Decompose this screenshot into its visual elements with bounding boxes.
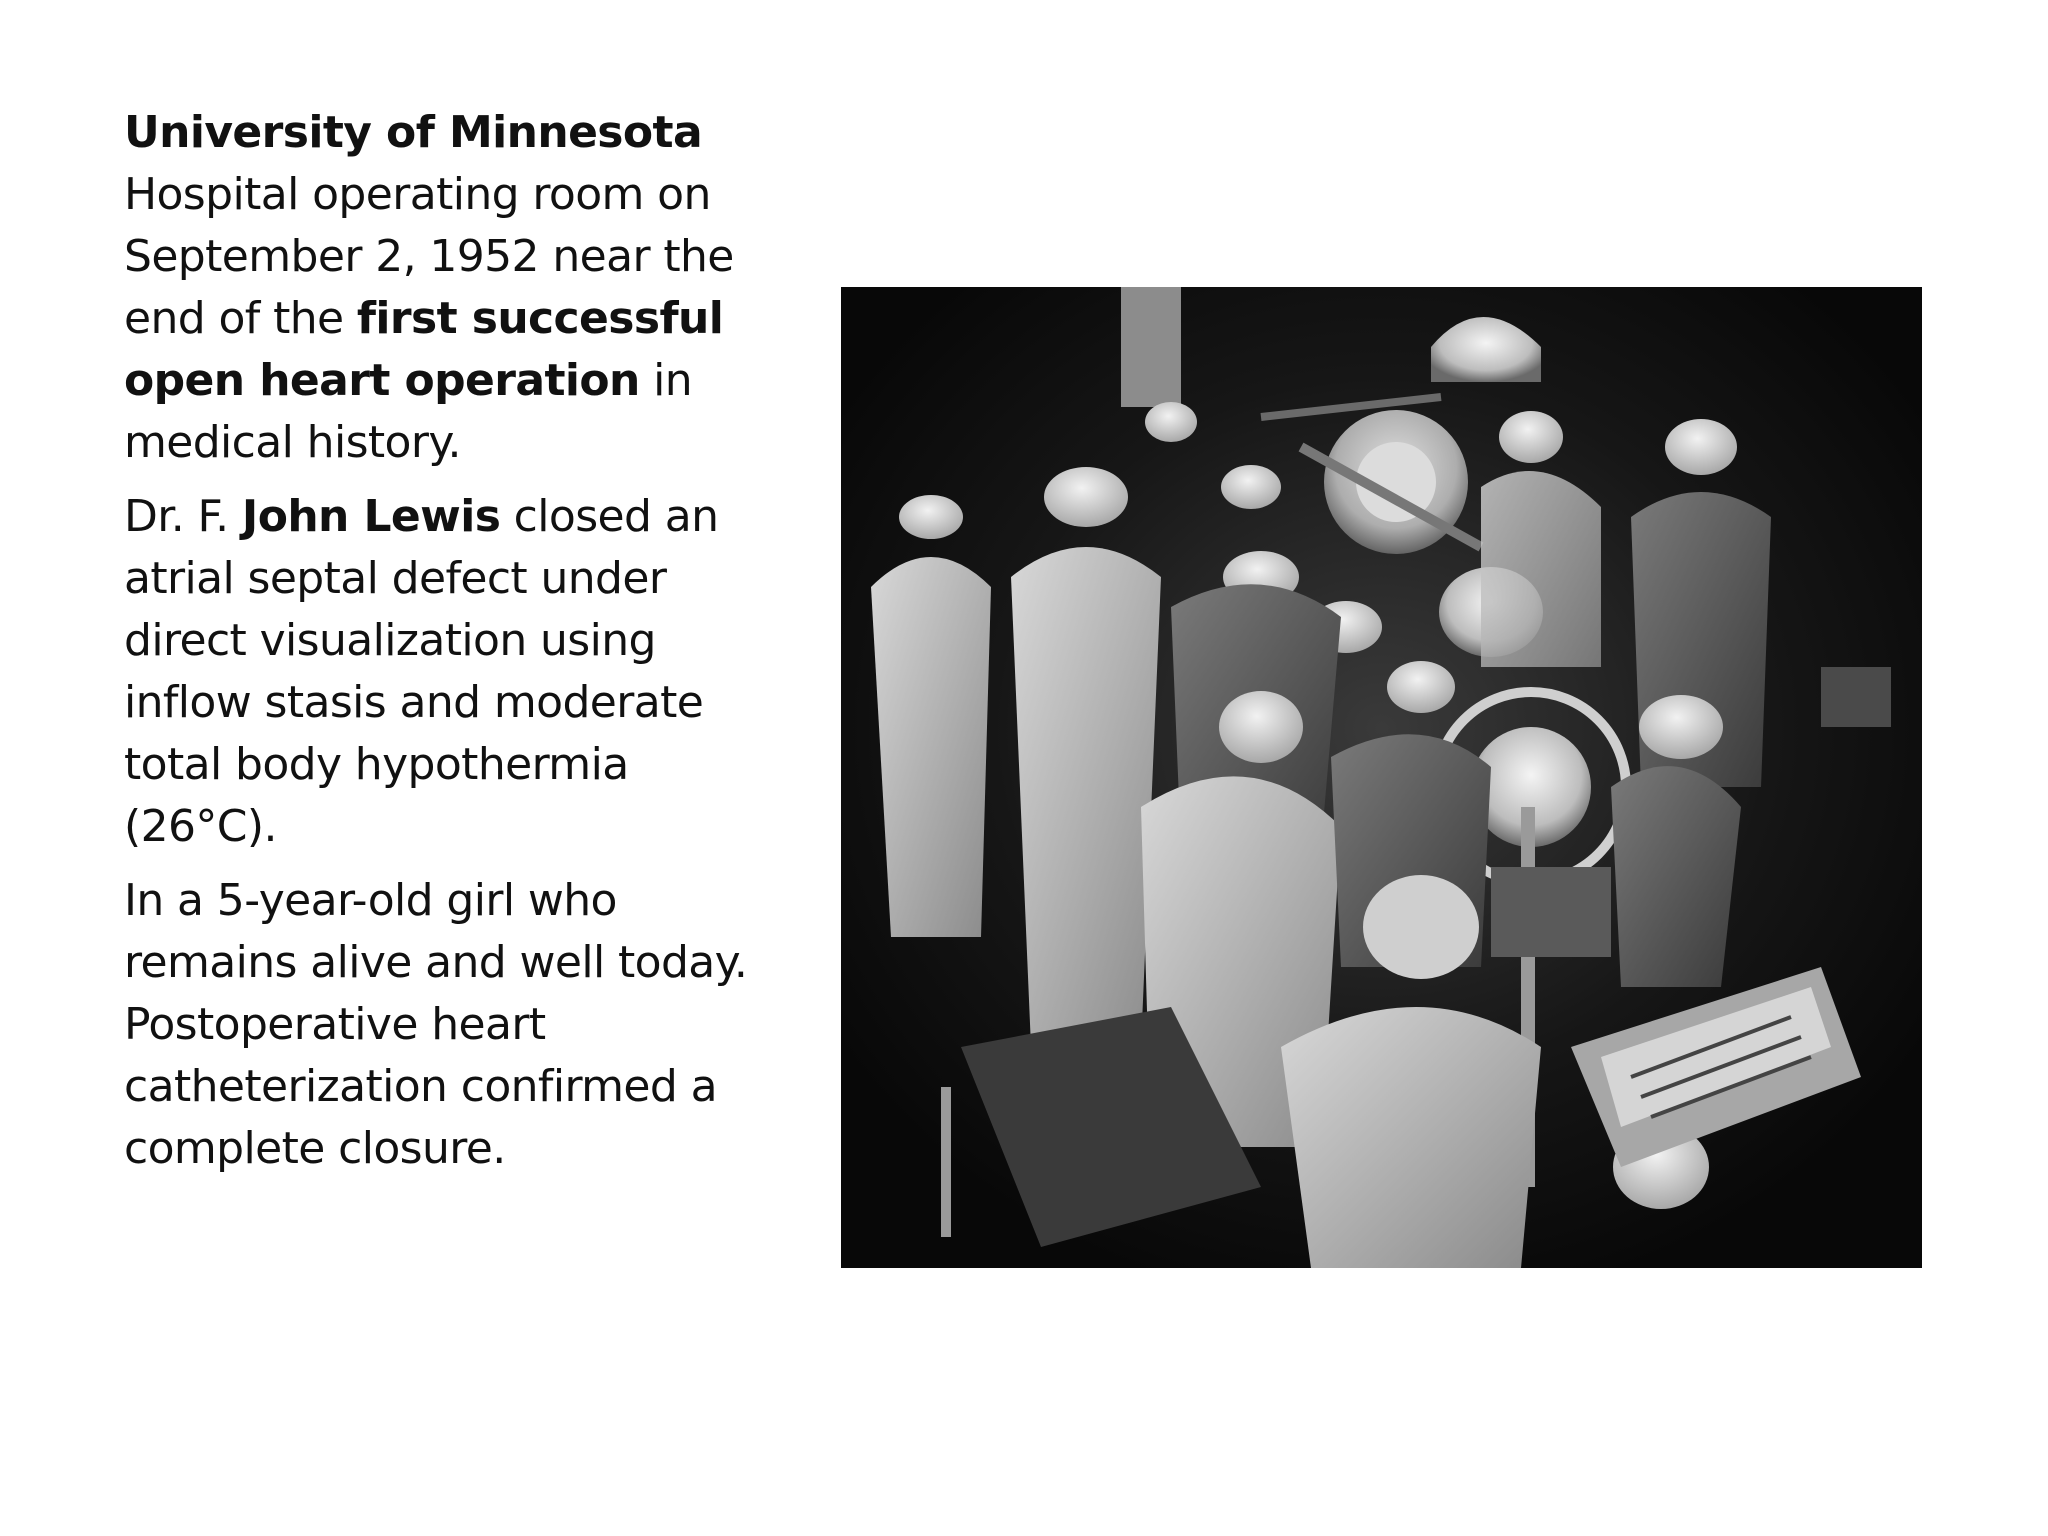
operating-room-illustration [841, 287, 1922, 1268]
text-segment: in medical history. [124, 355, 693, 468]
paragraph-1 [124, 102, 764, 474]
text-segment: closed an atrial septal defect under direct visualization using inflow stasis and moderate total body hypothermia (26°C). [124, 491, 719, 852]
highlight-first-operation: first successful open heart operation [124, 293, 724, 406]
paragraph-2 [124, 486, 764, 858]
operating-room-photo [841, 287, 1922, 1268]
text-segment: Hospital operating room on September 2, 1952 near the end of the [124, 169, 734, 344]
text-segment: In a 5-year-old girl who remains alive and well today. Postoperative heart catheterization confirmed a complete closure. [124, 875, 748, 1174]
text-segment: Dr. F. [124, 491, 242, 542]
description-text [124, 102, 764, 1192]
institution-name: University of Minnesota [124, 107, 703, 158]
surgeon-name: John Lewis [241, 491, 501, 542]
paragraph-3 [124, 870, 764, 1180]
